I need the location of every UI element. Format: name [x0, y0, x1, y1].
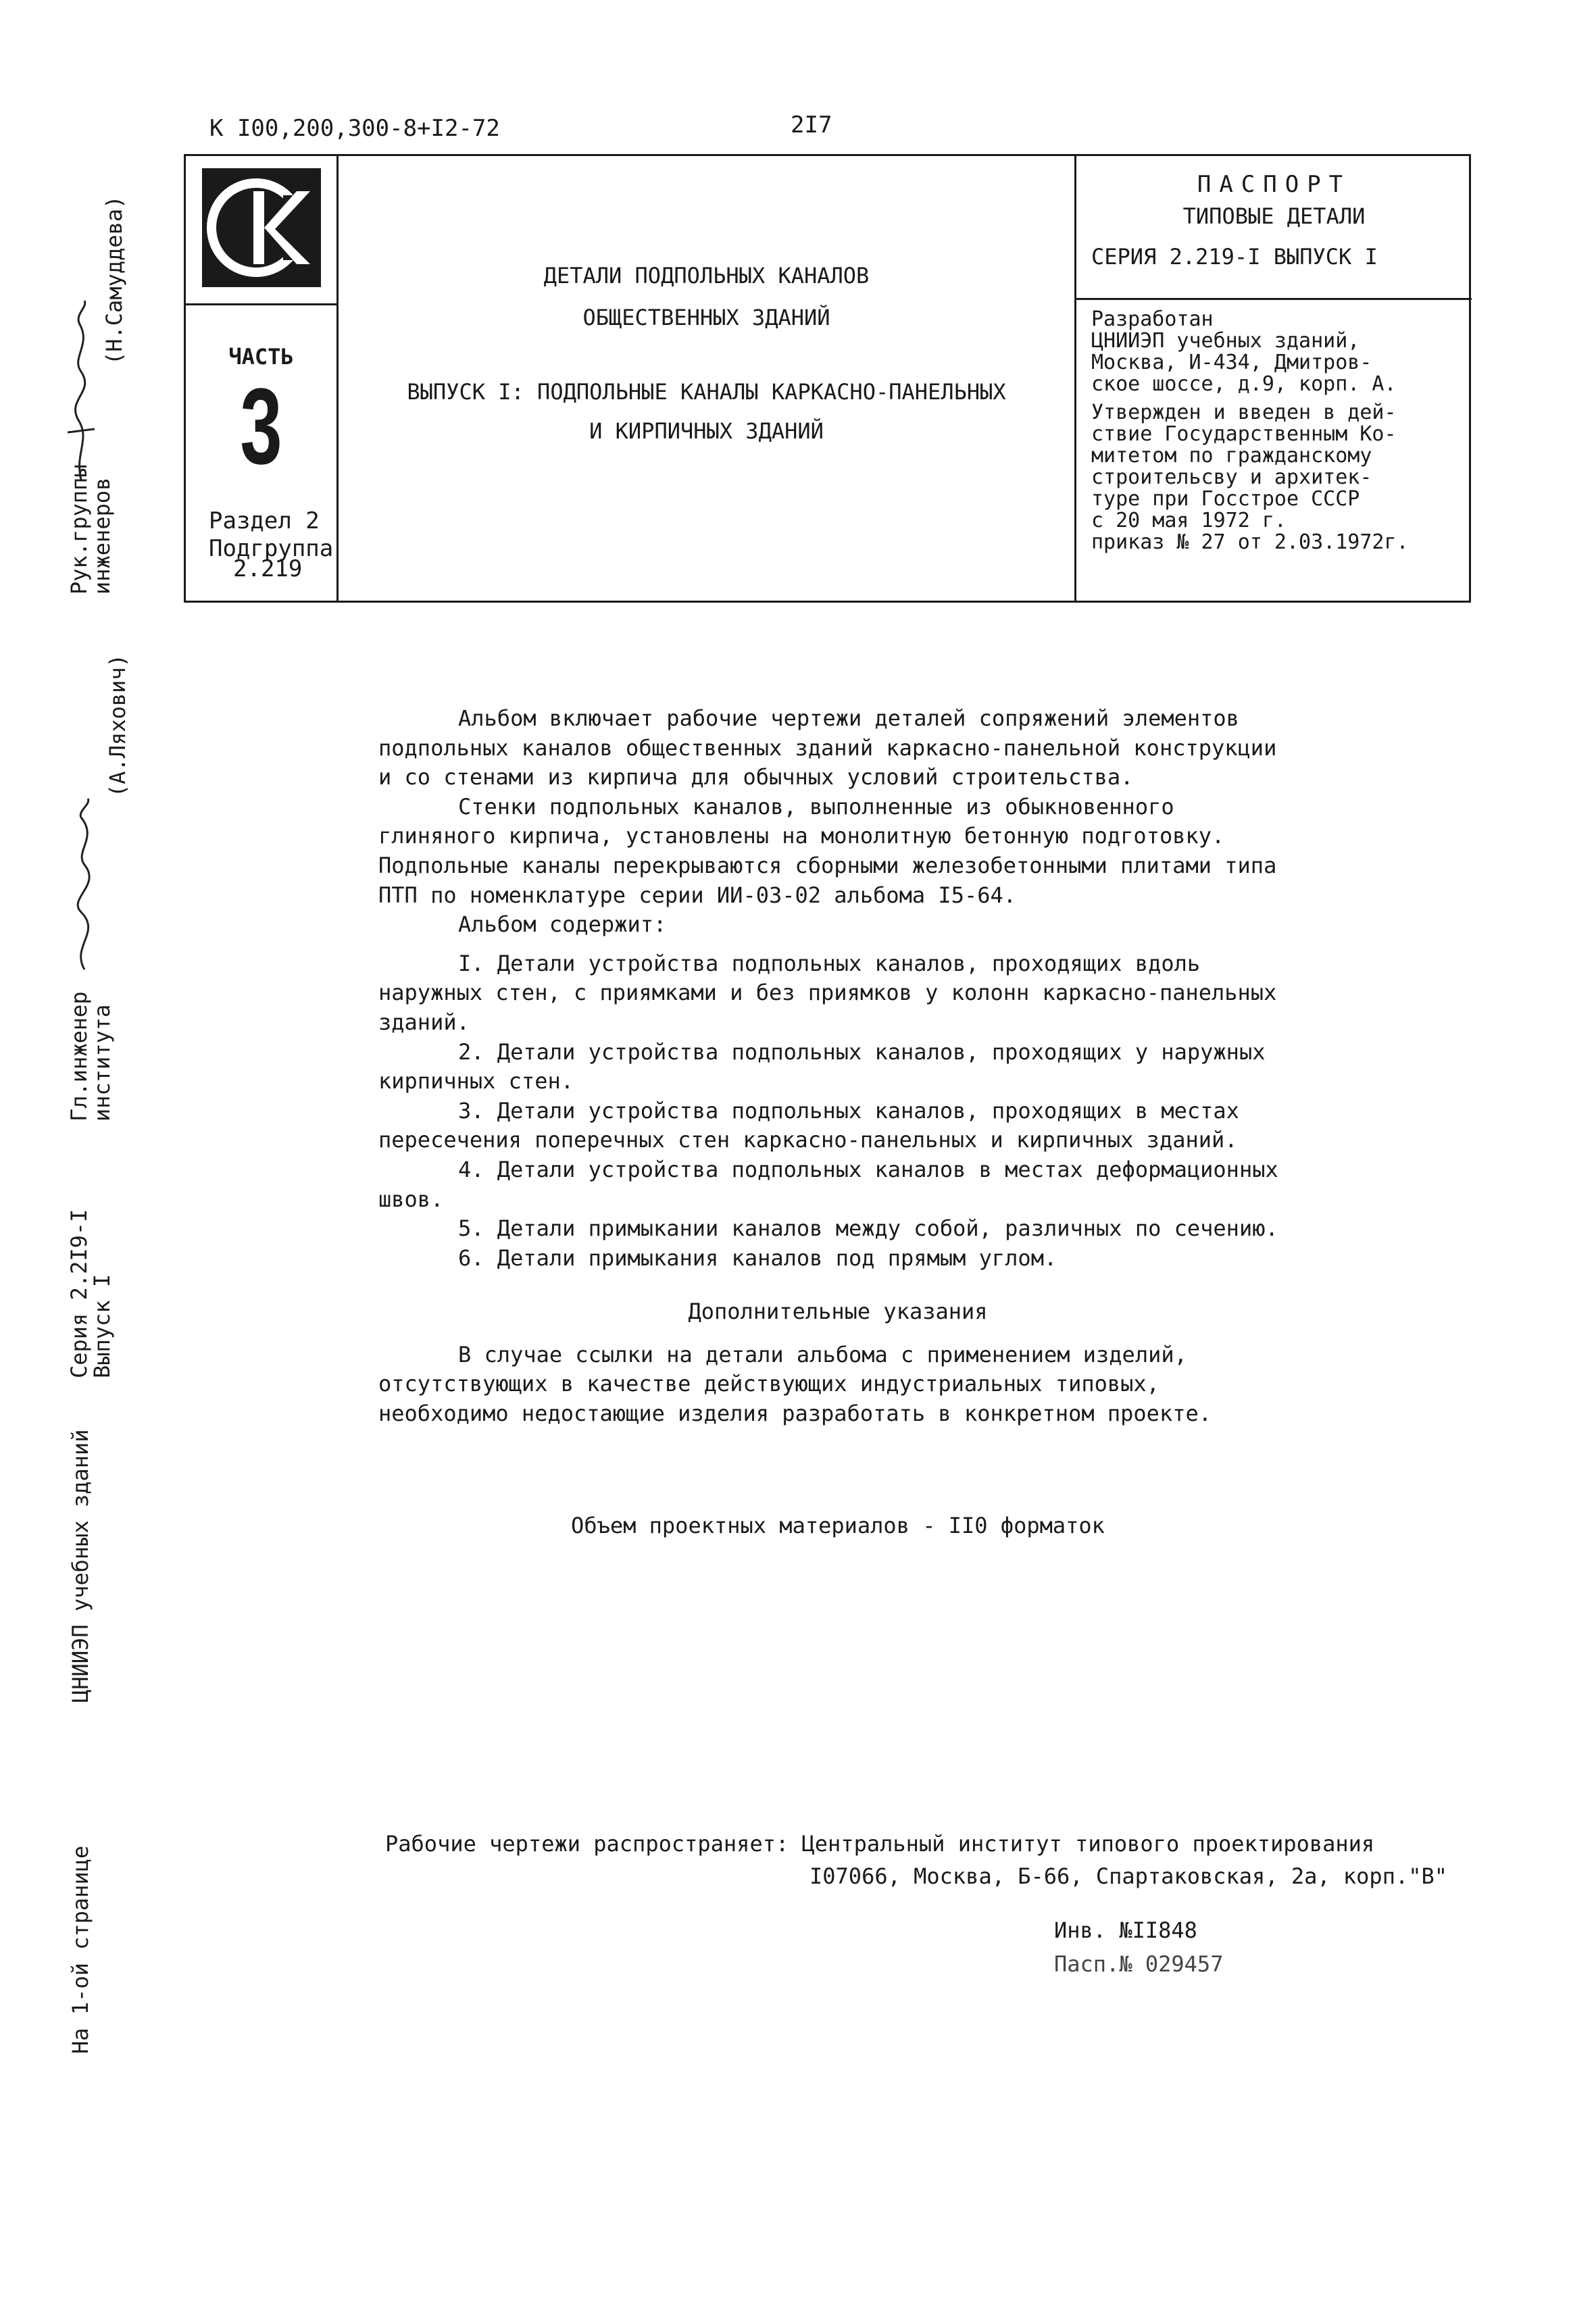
distributor-address: I07066, Москва, Б-66, Спартаковская, 2а, корп."В"	[809, 1863, 1448, 1889]
developer-info: Разработан ЦНИИЭП учебных зданий, Москва, И-434, Дмитров- ское шоссе, д.9, корп. А.	[1091, 307, 1397, 396]
list-item: I. Детали устройства подпольных каналов, проходящих вдоль наружных стен, с приямками и без приямков у колонн каркасно-панельных зданий.	[378, 950, 1277, 1035]
title-line: И КИРПИЧНЫХ ЗДАНИЙ	[589, 418, 824, 444]
title-line: ВЫПУСК I: ПОДПОЛЬНЫЕ КАНАЛЫ КАРКАСНО-ПАНЕЛЬНЫХ	[407, 379, 1006, 405]
list-item: 2. Детали устройства подпольных каналов, проходящих у наружных кирпичных стен.	[378, 1038, 1266, 1095]
sidebar-series: Серия 2.2I9-I Выпуск I	[66, 1209, 115, 1378]
sidebar-head-name: (Н.Самуддева)	[101, 195, 127, 365]
series-label: СЕРИЯ 2.219-I ВЫПУСК I	[1091, 244, 1378, 270]
part-number: 3	[240, 366, 282, 486]
document-code: К I00,200,300-8+I2-72	[209, 115, 500, 142]
list-item: 3. Детали устройства подпольных каналов, проходящих в местах пересечения поперечных стен каркасно-панельных и кирпичных зданий.	[378, 1097, 1239, 1153]
type-details: ТИПОВЫЕ ДЕТАЛИ	[1182, 203, 1366, 229]
sidebar-head-label: Рук.группы инженеров	[66, 464, 115, 595]
sidebar-org: ЦНИИЭП учебных зданий	[68, 1429, 93, 1703]
divider	[1076, 298, 1472, 300]
sk-logo	[202, 168, 321, 287]
paragraph: Стенки подпольных каналов, выполненные из обыкновенного глиняного кирпича, установлены на монолитную бетонную подготовку. Подпольные каналы перекрываются сборными железобетонными плитами типа ПТП по номенклатуре серии ИИ-03-02 альбома I5-64.	[378, 793, 1277, 908]
divider	[186, 303, 336, 305]
divider	[336, 156, 339, 601]
subgroup	[209, 535, 334, 582]
sidebar-page-note: На 1-ой странице	[68, 1845, 93, 2054]
approval-info: Утвержден и введен в дей- ствие Государственным Ко- митетом по гражданскому строительсву и архитек- туре при Госстрое СССР с 20 мая 1972 г. приказ № 27 от 2.03.1972г.	[1091, 401, 1409, 554]
body-text	[378, 704, 1297, 1540]
title-line: ОБЩЕСТВЕННЫХ ЗДАНИЙ	[582, 305, 830, 330]
part-label: ЧАСТЬ	[228, 344, 294, 370]
signature-icon	[54, 797, 115, 973]
page-number: 2I7	[791, 111, 832, 139]
paragraph: Альбом включает рабочие чертежи деталей сопряжений элементов подпольных каналов общественных зданий каркасно-панельной конструкции и со стенами из кирпича для обычных условий строительства.	[378, 705, 1277, 790]
subgroup-label: Подгруппа	[209, 535, 334, 562]
passport-heading: ПАСПОРТ	[1197, 171, 1351, 198]
section-heading: Дополнительные указания	[688, 1299, 988, 1325]
title-block	[184, 154, 1471, 603]
inventory-number: Инв. №II848	[1054, 1917, 1197, 1943]
passport-number: Пасп.№ 029457	[1054, 1951, 1224, 1977]
signature-icon	[54, 297, 108, 486]
title-line: ДЕТАЛИ ПОДПОЛЬНЫХ КАНАЛОВ	[543, 263, 870, 288]
section-label: Раздел 2	[209, 507, 320, 534]
subgroup-number: 2.219	[233, 555, 303, 582]
distributor-line: Рабочие чертежи распространяет: Центральный институт типового проектирования	[385, 1831, 1375, 1857]
volume-note: Объем проектных материалов - II0 форматок	[571, 1512, 1105, 1538]
sidebar-chief-label: Гл.инженер института	[66, 991, 115, 1122]
list-item: 4. Детали устройства подпольных каналов в местах деформационных швов.	[378, 1156, 1278, 1212]
contents-title: Альбом содержит:	[458, 911, 667, 938]
list-item: 5. Детали примыкании каналов между собой, различных по сечению.	[458, 1215, 1278, 1242]
sidebar-chief-name: (А.Ляхович)	[105, 654, 130, 797]
list-item: 6. Детали примыкания каналов под прямым углом.	[458, 1244, 1057, 1271]
paragraph: В случае ссылки на детали альбома с применением изделий, отсутствующих в качестве действующих индустриальных типовых, необходимо недостающие изделия разработать в конкретном проекте.	[378, 1341, 1212, 1427]
